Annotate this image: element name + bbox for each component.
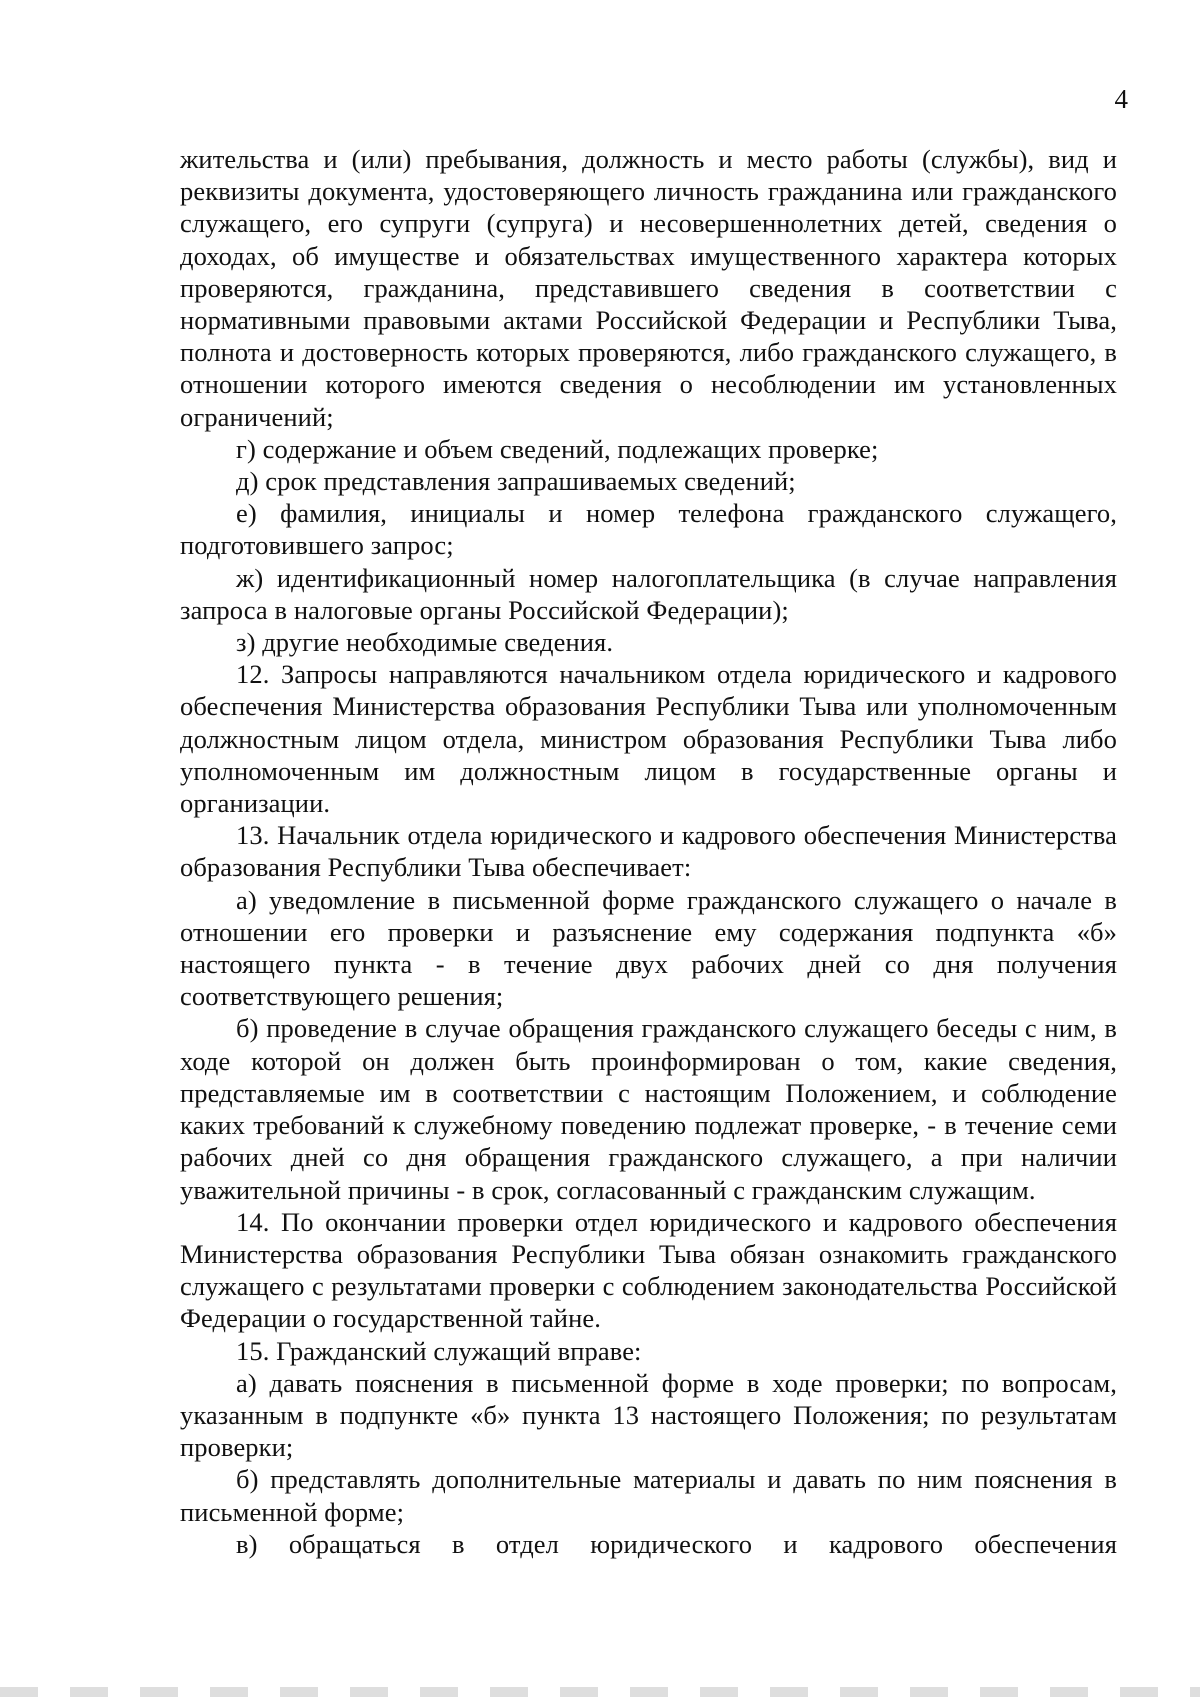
paragraph-14: 14. По окончании проверки отдел юридического и кадрового обеспечения Министерства образования Республики Тыва обязан ознакомить гражданского служащего с результатами проверки с соблюдением законодательства Российской Федерации о государственной тайне. (180, 1206, 1117, 1334)
paragraph-13-b: б) проведение в случае обращения гражданского служащего беседы с ним, в ходе которой он должен быть проинформирован о том, какие сведения, представляемые им в соответствии с настоящим Положением, и соблюдение каких требований к служебному поведению подлежат проверке, - в течение семи рабочих дней со дня обращения гражданского служащего, а при наличии уважительной причины - в срок, согласованный с гражданским служащим. (180, 1013, 1117, 1205)
paragraph-item-zh: ж) идентификационный номер налогоплательщика (в случае направления запроса в налоговые органы Российской Федерации); (180, 562, 1117, 625)
paragraph-15-a: а) давать пояснения в письменной форме в ходе проверки; по вопросам, указанным в подпункте «б» пункта 13 настоящего Положения; по результатам проверки; (180, 1367, 1117, 1463)
paragraph-continuation: жительства и (или) пребывания, должность и место работы (службы), вид и реквизиты документа, удостоверяющего личность гражданина или гражданского служащего, его супруги (супруга) и несовершеннолетних детей, сведения о доходах, об имуществе и обязательствах имущественного характера которых проверяются, гражданина, представившего сведения в соответствии с нормативными правовыми актами Российской Федерации и Республики Тыва, полнота и достоверность которых проверяются, либо гражданского служащего, в отношении которого имеются сведения о несоблюдении им установленных ограничений; (180, 144, 1117, 432)
paragraph-15: 15. Гражданский служащий вправе: (236, 1335, 642, 1366)
paragraph-13-a: а) уведомление в письменной форме гражданского служащего о начале в отношении его проверки и разъяснение ему содержания подпункта «б» настоящего пункта - в течение двух рабочих дней со дня получения соответствующего решения; (180, 884, 1117, 1012)
document-body (180, 143, 1117, 1560)
scan-edge-artifact (0, 1687, 1200, 1697)
paragraph-item-g: г) содержание и объем сведений, подлежащих проверке; (236, 433, 879, 464)
paragraph-item-d: д) срок представления запрашиваемых сведений; (236, 466, 796, 497)
paragraph-item-z: з) другие необходимые сведения. (236, 627, 614, 658)
paragraph-13: 13. Начальник отдела юридического и кадрового обеспечения Министерства образования Республики Тыва обеспечивает: (180, 820, 1117, 883)
paragraph-12: 12. Запросы направляются начальником отдела юридического и кадрового обеспечения Министерства образования Республики Тыва или уполномоченным должностным лицом отдела, министром образования Республики Тыва либо уполномоченным им должностным лицом в государственные органы и организации. (180, 659, 1117, 819)
paragraph-15-v: в) обращаться в отдел юридического и кадрового обеспечения (236, 1528, 1117, 1559)
paragraph-item-e: е) фамилия, инициалы и номер телефона гражданского служащего, подготовившего запрос; (180, 498, 1117, 561)
page-number: 4 (1114, 84, 1128, 114)
paragraph-15-b: б) представлять дополнительные материалы и давать по ним пояснения в письменной форме; (180, 1464, 1117, 1527)
